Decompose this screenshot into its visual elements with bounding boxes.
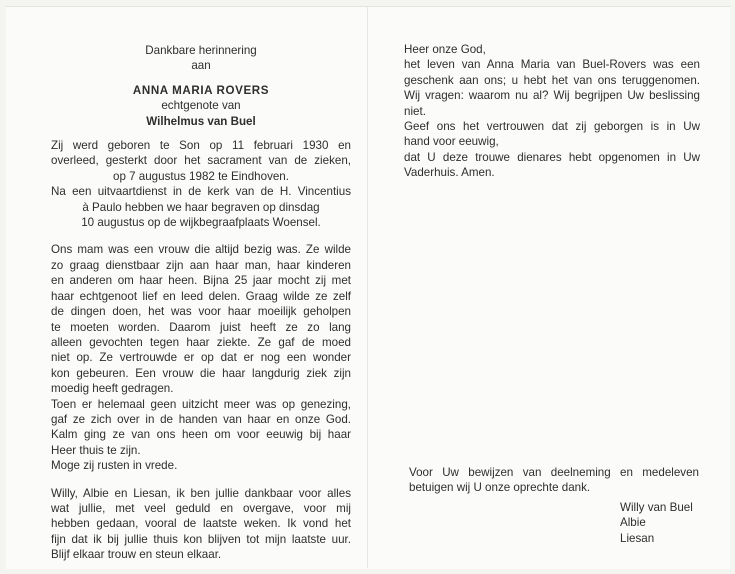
bio-line: à Paulo hebben we haar begraven op dinsdag: [82, 200, 320, 214]
bio-line: Na een uitvaartdienst in de kerk van de H. Vincentius: [51, 185, 351, 199]
tribute-block: [51, 242, 351, 473]
tribute-line: te moeten worden. Daarom juist heeft ze zo lang: [51, 320, 351, 334]
thanks-line: betuigen wij U onze oprechte dank.: [409, 481, 591, 495]
tribute-line: moedig heeft gedragen.: [51, 382, 174, 396]
prayer-line: het leven van Anna Maria van Buel-Rovers was een: [404, 58, 700, 72]
bio-line: op 7 augustus 1982 te Eindhoven.: [113, 169, 289, 183]
prayer-line: niet.: [404, 104, 426, 118]
tribute-line: gaf ze zich over in de handen van haar en onze God.: [51, 412, 351, 426]
tribute-line: haar echtgenoot lief en leed delen. Graag wilde ze zelf: [51, 289, 351, 303]
farewell-line: Willy, Albie en Liesan, ik ben jullie dankbaar voor alles: [51, 486, 351, 500]
left-panel: [51, 43, 351, 563]
deceased-name: ANNA MARIA ROVERS: [132, 83, 270, 97]
prayer-line: hand voor eeuwig,: [404, 135, 499, 149]
prayer-line: Heer onze God,: [404, 43, 486, 56]
header-line-1: Dankbare herinnering: [145, 44, 257, 57]
prayer-line: geschenk aan ons; u hebt het van ons teruggenomen.: [404, 73, 700, 87]
bio-block: [51, 138, 351, 230]
tribute-line: de dingen doen, het was voor haar moeilijk geholpen: [51, 305, 351, 319]
tribute-line: alleen gevochten tegen haar ziekte. Ze gaf de moed: [51, 335, 351, 349]
bio-line: overleed, gesterkt door het sacrament van de zieken,: [51, 154, 351, 168]
farewell-line: wat jullie, met veel geduld en overgave, voor mij: [51, 501, 351, 515]
farewell-line: hebben gedaan, vooral de laatste weken. Ik vond het: [51, 517, 351, 531]
prayer-line: Geef ons het vertrouwen dat zij geborgen is in Uw: [404, 120, 700, 134]
prayer-line: Vaderhuis. Amen.: [404, 166, 495, 180]
farewell-line: fijn dat ik bij jullie thuis kon blijven tot mijn laatste uur.: [51, 532, 351, 546]
spouse-name: Wilhelmus van Buel: [146, 114, 256, 128]
header-line-2: aan: [191, 59, 211, 73]
bio-line: Zij werd geboren te Son op 11 februari 1930 en: [51, 139, 351, 153]
spouse-intro: echtgenote van: [161, 99, 241, 113]
prayer-line: dat U deze trouwe dienares hebt opgenomen in Uw: [404, 150, 700, 164]
tribute-line: Heer thuis te zijn.: [51, 443, 141, 457]
signer-name: Willy van Buel: [620, 501, 693, 514]
bio-line: 10 augustus op de wijkbegraafplaats Woensel.: [81, 216, 321, 230]
tribute-line: Ons mam was een vrouw die altijd bezig was. Ze wilde: [51, 243, 351, 257]
signers-block: [620, 500, 693, 546]
signer-name: Liesan: [620, 531, 655, 545]
tribute-line: zo graag dienstbaar zijn aan haar man, haar kinderen: [51, 258, 351, 272]
tribute-line: en anderen om haar heen. Bijna 25 jaar mocht zij met: [51, 274, 351, 288]
tribute-line: Kalm ging ze van ons heen om voor eeuwig bij haar: [51, 428, 351, 442]
thanks-block: [409, 465, 699, 496]
thanks-line: Voor Uw bewijzen van deelneming en medeleven: [409, 466, 699, 479]
tribute-line: kon gebeuren. Een vrouw die haar langdurig ziek zijn: [51, 366, 351, 380]
prayer-block: [404, 42, 700, 181]
card-fold-line: [367, 6, 368, 568]
farewell-block: [51, 486, 351, 563]
prayer-line: Wij vragen: waarom nu al? Wij begrijpen Uw beslissing: [404, 89, 700, 103]
tribute-line: Toen er helemaal geen uitzicht meer was op genezing,: [51, 397, 351, 411]
farewell-line: Blijf elkaar trouw en steun elkaar.: [51, 548, 222, 562]
signer-name: Albie: [620, 516, 646, 530]
tribute-line: niet op. Ze vertrouwde er op dat er nog een wonder: [51, 351, 351, 365]
tribute-line: Moge zij rusten in vrede.: [51, 459, 178, 473]
